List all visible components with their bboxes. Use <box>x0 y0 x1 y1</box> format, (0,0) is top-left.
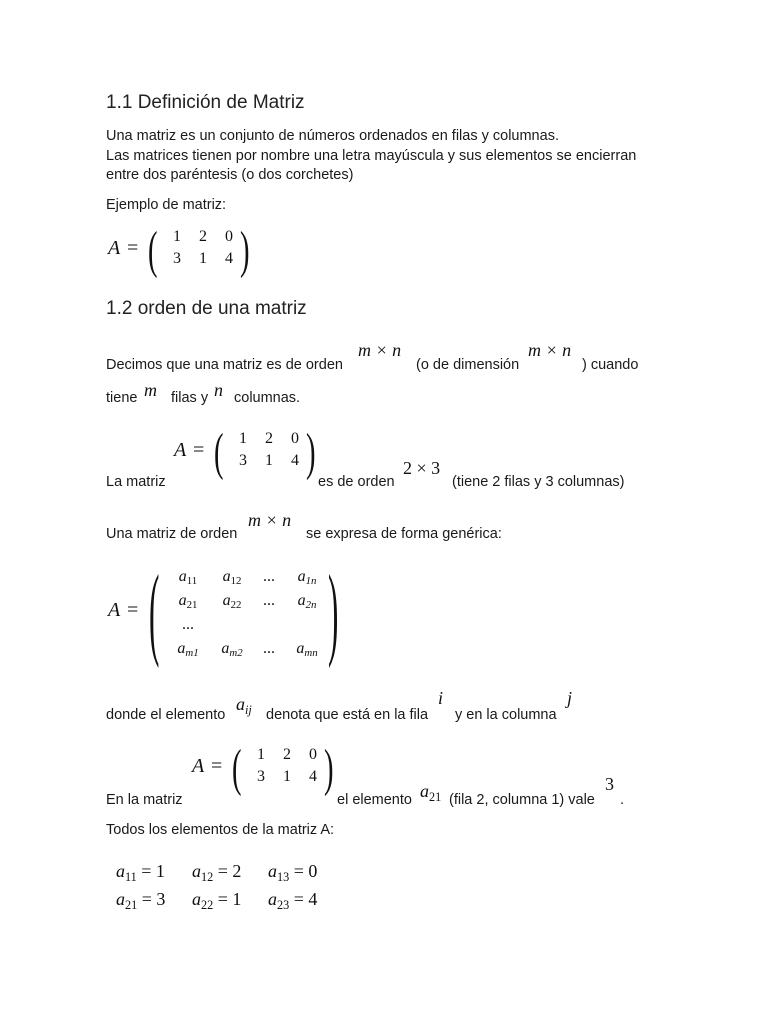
matrix-cell: 3 <box>257 768 265 785</box>
matrix-cell: $a_{2n}$ <box>297 592 317 612</box>
matrix-cell: $a_{m2}$ <box>221 640 243 660</box>
matrix-cell: 2 <box>265 430 273 447</box>
left-paren: ( <box>149 554 160 669</box>
matrix-cell: ... <box>263 568 275 585</box>
matrix-cell: 4 <box>291 452 299 469</box>
matrix-a-order <box>172 424 317 481</box>
math-n: n <box>214 380 223 400</box>
right-paren: ) <box>328 554 339 669</box>
text-fragment: Decimos que una matriz es de orden <box>106 357 343 373</box>
section-heading-orden: 1.2 orden de una matriz <box>106 298 307 319</box>
element-eq: $a_{13} = 0$ <box>268 861 318 884</box>
matrix-cell: ... <box>182 616 194 633</box>
text-fragment: (o de dimensión <box>416 357 520 373</box>
text-fragment: Una matriz de orden <box>106 526 238 542</box>
matrix-name: A <box>108 237 121 259</box>
matrix-a-element <box>190 740 335 797</box>
equals-sign: = <box>127 599 139 621</box>
math-order-value: 2 × 3 <box>403 458 441 478</box>
matrix-cell: 1 <box>265 452 273 469</box>
math-aij: $a_{ij}$ <box>236 694 252 717</box>
paragraph-line: Una matriz es un conjunto de números ordenados en filas y columnas. <box>106 128 559 144</box>
paragraph-line: Las matrices tienen por nombre una letra mayúscula y sus elementos se encierran <box>106 148 637 164</box>
math-a21: $a_{21}$ <box>420 781 442 804</box>
matrix-name: A <box>192 755 205 777</box>
left-paren: ( <box>232 740 242 797</box>
right-paren: ) <box>306 424 316 481</box>
math-j: j <box>567 688 573 708</box>
paragraph-line: entre dos paréntesis (o dos corchetes) <box>106 167 354 183</box>
matrix-cell: ... <box>263 640 275 657</box>
text-fragment: En la matriz <box>106 792 183 808</box>
matrix-cell: 1 <box>257 746 265 763</box>
equals-sign: = <box>193 439 205 461</box>
matrix-cell: 3 <box>239 452 247 469</box>
matrix-a-example <box>106 222 251 279</box>
element-eq: $a_{12} = 2$ <box>192 861 242 884</box>
math-value: 3 <box>605 774 614 794</box>
generic-matrix-cells <box>166 568 330 658</box>
math-mxn: m × n <box>358 340 402 360</box>
matrix-cell: 1 <box>283 768 291 785</box>
matrix-cell: 1 <box>173 228 181 245</box>
math-m: m <box>144 380 157 400</box>
text-fragment: Todos los elementos de la matriz A: <box>106 822 335 838</box>
text-fragment: columnas. <box>234 390 301 406</box>
right-paren: ) <box>324 740 334 797</box>
generic-matrix <box>106 554 346 669</box>
element-eq: $a_{11} = 1$ <box>116 861 165 884</box>
matrix-name: A <box>174 439 187 461</box>
matrix-cells <box>230 430 308 470</box>
matrix-cell: $a_{m1}$ <box>177 640 199 660</box>
section-heading-definicion: 1.1 Definición de Matriz <box>106 92 305 113</box>
text-fragment: (tiene 2 filas y 3 columnas) <box>452 474 625 490</box>
matrix-cell: $a_{21}$ <box>178 592 198 612</box>
matrix-cell: 2 <box>199 228 207 245</box>
left-paren: ( <box>148 222 158 279</box>
text-fragment: se expresa de forma genérica: <box>306 526 502 542</box>
matrix-cell: $a_{12}$ <box>222 568 242 588</box>
text-fragment: tiene <box>106 390 138 406</box>
example-label: Ejemplo de matriz: <box>106 197 227 213</box>
matrix-name: A <box>108 599 121 621</box>
math-mxn: m × n <box>248 510 292 530</box>
matrix-cell: 2 <box>283 746 291 763</box>
text-fragment: donde el elemento <box>106 707 226 723</box>
matrix-cell: 1 <box>199 250 207 267</box>
matrix-cell: $a_{22}$ <box>222 592 242 612</box>
math-mxn: m × n <box>528 340 572 360</box>
element-eq: $a_{22} = 1$ <box>192 889 242 912</box>
matrix-cell: 3 <box>173 250 181 267</box>
matrix-cell: ... <box>263 592 275 609</box>
matrix-cells <box>248 746 326 786</box>
matrix-cell: 1 <box>239 430 247 447</box>
text-fragment: La matriz <box>106 474 166 490</box>
matrix-cell: 0 <box>225 228 233 245</box>
text-fragment: filas y <box>171 390 209 406</box>
math-i: i <box>438 688 444 708</box>
matrix-cell: 4 <box>225 250 233 267</box>
matrix-cell: $a_{mn}$ <box>296 640 318 660</box>
matrix-cells <box>164 228 242 268</box>
matrix-cell: 4 <box>309 768 317 785</box>
right-paren: ) <box>240 222 250 279</box>
element-eq: $a_{21} = 3$ <box>116 889 166 912</box>
matrix-cell: $a_{11}$ <box>178 568 198 588</box>
text-fragment: denota que está en la fila <box>266 707 429 723</box>
equals-sign: = <box>211 755 223 777</box>
text-fragment: es de orden <box>318 474 395 490</box>
equals-sign: = <box>127 237 139 259</box>
element-eq: $a_{23} = 4$ <box>268 889 318 912</box>
text-fragment: ) cuando <box>582 357 639 373</box>
matrix-cell: 0 <box>309 746 317 763</box>
left-paren: ( <box>214 424 224 481</box>
text-fragment: y en la columna <box>455 707 557 723</box>
text-fragment: . <box>620 792 625 808</box>
elements-list <box>116 858 344 914</box>
matrix-cell: $a_{1n}$ <box>297 568 317 588</box>
text-fragment: (fila 2, columna 1) vale <box>449 792 595 808</box>
matrix-cell: 0 <box>291 430 299 447</box>
text-fragment: el elemento <box>337 792 412 808</box>
